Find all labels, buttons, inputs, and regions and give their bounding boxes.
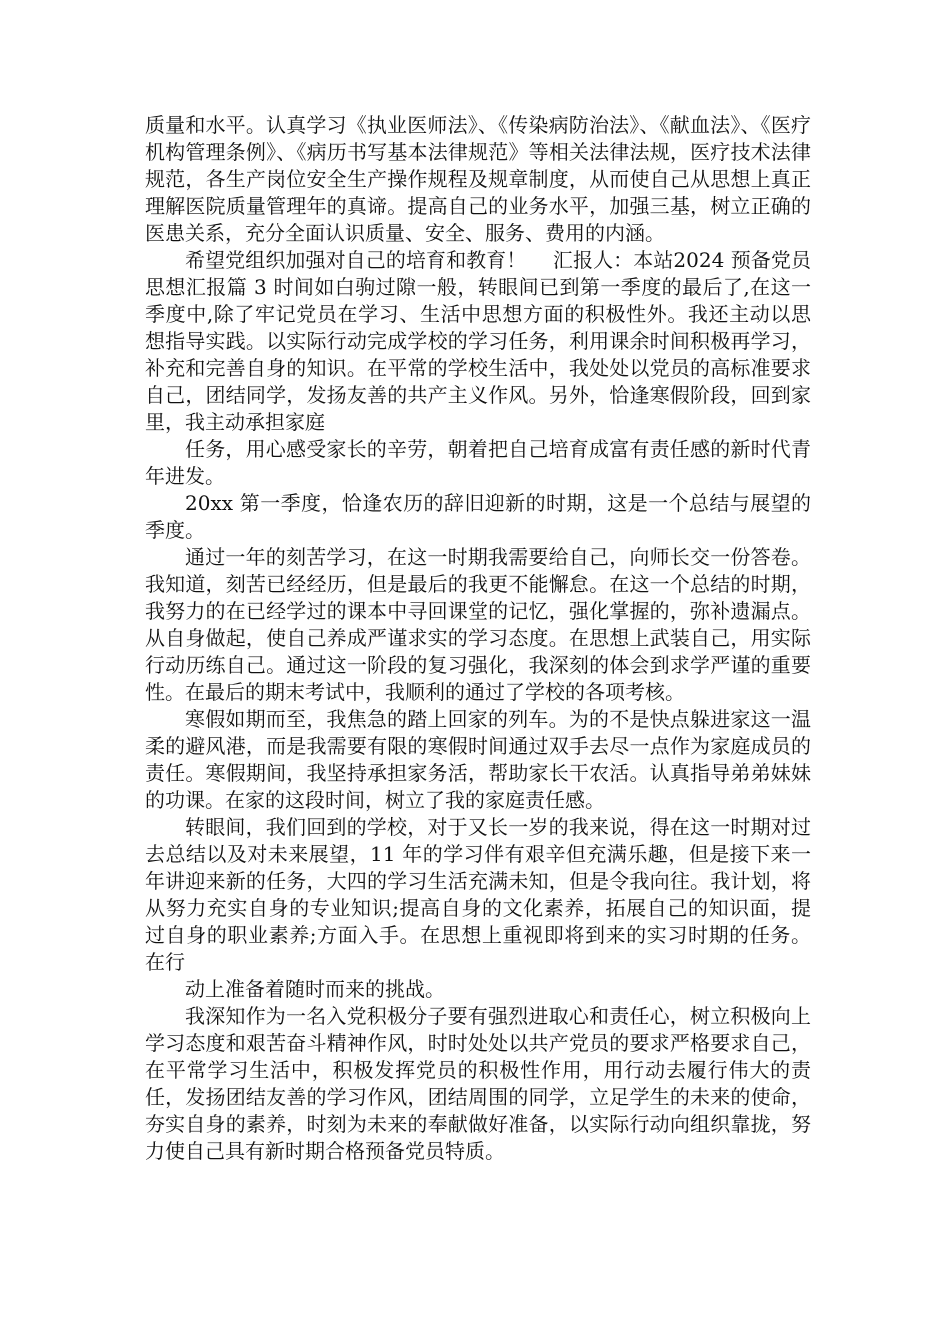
paragraph-5: 通过一年的刻苦学习，在这一时期我需要给自己，向师长交一份答卷。我知道，刻苦已经经历，但是最后的我更不能懈怠。在这一个总结的时期，我努力的在已经学过的课本中寻回课堂的记忆，强化掌握的，弥补遗漏点。从自身做起，使自己养成严谨求实的学习态度。在思想上武装自己，用实际行动历练自己。通过这一阶段的复习强化，我深刻的体会到求学严谨的重要性。在最后的期末考试中，我顺利的通过了学校的各项考核。 [145,545,811,704]
paragraph-2: 希望党组织加强对自己的培育和教育！ 汇报人：本站2024 预备党员思想汇报篇 3 时间如白驹过隙一般，转眼间已到第一季度的最后了,在这一季度中,除了牢记党员在学习、生活中思想方面的积极性外。我还主动以思想指导实践。以实际行动完成学校的学习任务，利用课余时间积极再学习，补充和完善自身的知识。在平常的学校生活中，我处处以党员的高标准要求自己，团结同学，发扬友善的共产主义作风。另外，恰逢寒假阶段，回到家里，我主动承担家庭 [145,248,811,434]
paragraph-3: 任务，用心感受家长的辛劳，朝着把自己培育成富有责任感的新时代青年进发。 [145,437,811,488]
paragraph-8: 动上准备着随时而来的挑战。 [185,977,445,1001]
paragraph-9: 我深知作为一名入党积极分子要有强烈进取心和责任心，树立积极向上学习态度和艰苦奋斗精神作风，时时处处以共产党员的要求严格要求自己，在平常学习生活中，积极发挥党员的积极性作用，用行动去履行伟大的责任，发扬团结友善的学习作风，团结周围的同学，立足学生的未来的使命，夯实自身的素养，时刻为未来的奉献做好准备，以实际行动向组织靠拢，努力使自己具有新时期合格预备党员特质。 [145,1004,811,1163]
paragraph-4: 20xx 第一季度，恰逢农历的辞旧迎新的时期，这是一个总结与展望的季度。 [145,491,811,542]
paragraph-7: 转眼间，我们回到的学校，对于又长一岁的我来说，得在这一时期对过去总结以及对未来展望，11 年的学习伴有艰辛但充满乐趣，但是接下来一年讲迎来新的任务，大四的学习生活充满未知，但是令我向往。我计划，将从努力充实自身的专业知识;提高自身的文化素养，拓展自己的知识面，提过自身的职业素养;方面入手。在思想上重视即将到来的实习时期的任务。在行 [145,815,811,974]
document-body [145,112,811,1165]
paragraph-1: 质量和水平。认真学习《执业医师法》、《传染病防治法》、《献血法》、《医疗机构管理条例》、《病历书写基本法律规范》等相关法律法规，医疗技术法律规范，各生产岗位安全生产操作规程及规章制度，从而使自己从思想上真正理解医院质量管理年的真谛。提高自己的业务水平，加强三基，树立正确的医患关系，充分全面认识质量、安全、服务、费用的内涵。 [145,113,811,245]
paragraph-6: 寒假如期而至，我焦急的踏上回家的列车。为的不是快点躲进家这一温柔的避风港，而是我需要有限的寒假时间通过双手去尽一点作为家庭成员的责任。寒假期间，我坚持承担家务活，帮助家长干农活。认真指导弟弟妹妹的功课。在家的这段时间，树立了我的家庭责任感。 [145,707,811,812]
